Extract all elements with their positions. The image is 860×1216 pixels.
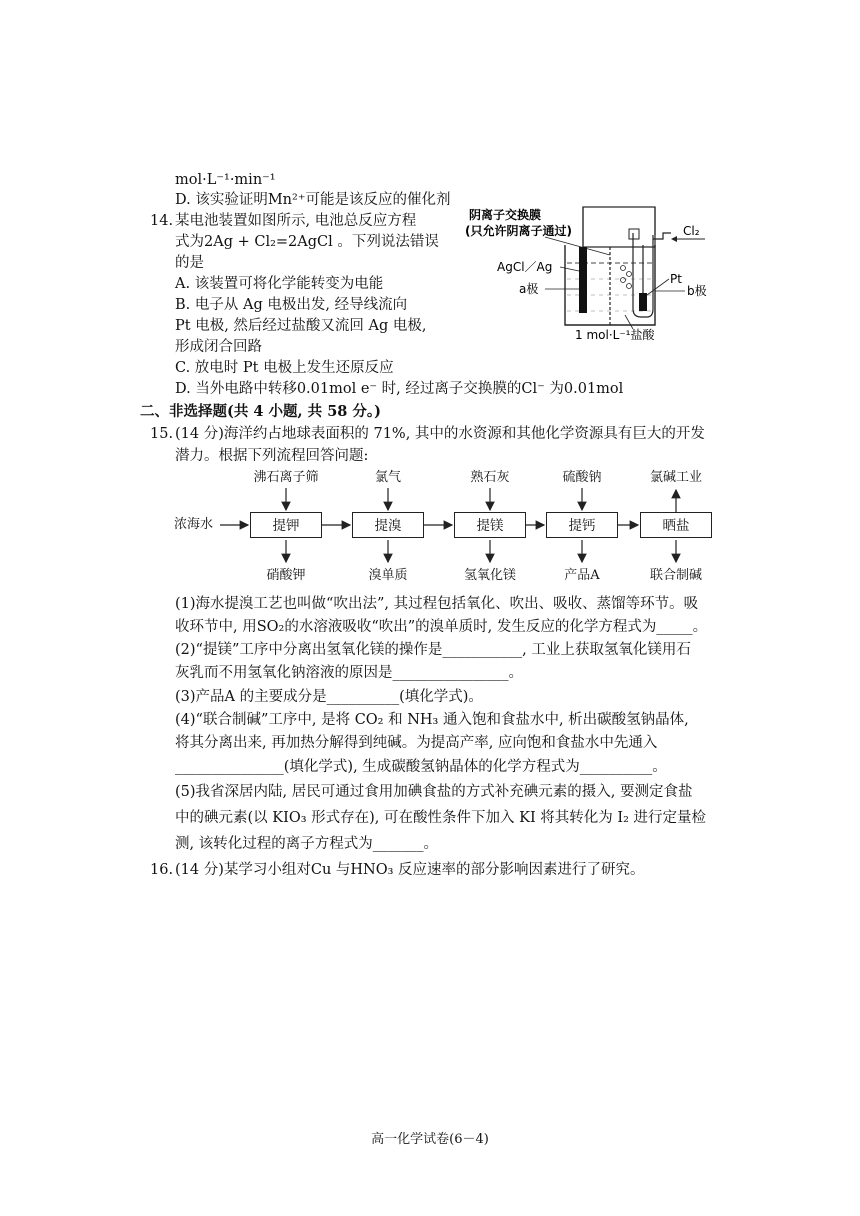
section2-heading: 二、非选择题(共 4 小题, 共 58 分。)	[140, 403, 382, 420]
flow-step-calcium: 提钙	[546, 512, 618, 538]
q15-part5-line3: 测, 该转化过程的离子方程式为_______。	[175, 836, 438, 852]
q14-option-b-line1: B. 电子从 Ag 电极出发, 经导线流向	[175, 297, 408, 313]
q14-number: 14.	[150, 213, 174, 229]
flow-input-label: 浓海水	[174, 517, 214, 532]
flow-bottom-label-kno3: 硝酸钾	[266, 568, 306, 583]
flow-top-label-sodium-sulfate: 硫酸钠	[562, 470, 602, 485]
flow-top-label-zeolite: 沸石离子筛	[253, 470, 319, 485]
flow-step-salt: 晒盐	[640, 512, 712, 538]
q13-option-d: D. 该实验证明Mn²⁺可能是该反应的催化剂	[175, 192, 451, 208]
flow-step-magnesium: 提镁	[454, 512, 526, 538]
flow-top-label-slaked-lime: 熟石灰	[470, 470, 510, 485]
q15-stem-line2: 潜力。根据下列流程回答问题:	[175, 448, 369, 464]
q14-stem-line3: 的是	[175, 255, 204, 271]
q15-part4-line2: 将其分离出来, 再加热分解得到纯碱。为提高产率, 应向饱和食盐水中先通入	[175, 735, 658, 751]
q15-part5-line1: (5)我省深居内陆, 居民可通过食用加碘食盐的方式补充碘元素的摄入, 要测定食盐	[175, 784, 693, 800]
q15-part4-line3: _______________(填化学式), 生成碳酸氢钠晶体的化学方程式为__________。	[175, 759, 667, 775]
flow-bottom-label-soda: 联合制碱	[649, 568, 702, 583]
q16-stem-line1: (14 分)某学习小组对Cu 与HNO₃ 反应速率的部分影响因素进行了研究。	[175, 862, 645, 878]
flow-bottom-label-product-a: 产品A	[564, 568, 600, 583]
q14-option-c: C. 放电时 Pt 电极上发生还原反应	[175, 360, 394, 376]
acid-label: 1 mol·L⁻¹盐酸	[575, 328, 655, 342]
q14-option-b-line3: 形成闭合回路	[175, 339, 262, 355]
flow-step-potassium: 提钾	[250, 512, 322, 538]
pt-label: Pt	[670, 272, 682, 286]
q13-unit-line: mol·L⁻¹·min⁻¹	[175, 172, 276, 188]
membrane-label-line2: (只允许阴离子通过)	[465, 224, 572, 238]
q15-part3-line1: (3)产品A 的主要成分是__________(填化学式)。	[175, 689, 483, 705]
agcl-ag-label: AgCl／Ag	[497, 260, 553, 274]
q15-part2-line2: 灰乳而不用氢氧化钠溶液的原因是________________。	[175, 665, 523, 681]
q15-part1-line2: 收环节中, 用SO₂的水溶液吸收“吹出”的溴单质时, 发生反应的化学方程式为_____。	[175, 619, 708, 635]
page-footer: 高一化学试卷(6－4)	[371, 1132, 489, 1147]
q14-option-a: A. 该装置可将化学能转变为电能	[175, 276, 384, 292]
flow-top-label-chlorine: 氯气	[374, 470, 401, 485]
seawater-flow-chart	[170, 468, 730, 584]
q15-stem-line1: (14 分)海洋约占地球表面积的 71%, 其中的水资源和其他化学资源具有巨大的开发	[175, 426, 705, 442]
battery-diagram	[465, 205, 725, 345]
q15-part2-line1: (2)“提镁”工序中分离出氢氧化镁的操作是___________, 工业上获取氢氧化镁用石	[175, 642, 691, 658]
q15-part1-line1: (1)海水提溴工艺也叫做“吹出法”, 其过程包括氧化、吹出、吸收、蒸馏等环节。吸	[175, 596, 699, 612]
membrane-label-line1: 阴离子交换膜	[469, 208, 542, 222]
q14-stem-line1: 某电池装置如图所示, 电池总反应方程	[175, 213, 417, 229]
a-electrode-label: a极	[519, 282, 539, 296]
q16-number: 16.	[150, 862, 174, 878]
flow-top-label-chlor-alkali: 氯碱工业	[649, 470, 702, 485]
flow-bottom-label-mg-hydroxide: 氢氧化镁	[463, 568, 516, 583]
q14-option-d: D. 当外电路中转移0.01mol e⁻ 时, 经过离子交换膜的Cl⁻ 为0.01mol	[175, 381, 624, 397]
q15-number: 15.	[150, 426, 174, 442]
q15-part4-line1: (4)“联合制碱”工序中, 是将 CO₂ 和 NH₃ 通入饱和食盐水中, 析出碳酸氢钠晶体,	[175, 712, 689, 728]
b-electrode-label: b极	[687, 284, 707, 298]
q14-stem-line2: 式为2Ag + Cl₂=2AgCl 。下列说法错误	[175, 234, 439, 250]
flow-step-bromine: 提溴	[352, 512, 424, 538]
q14-option-b-line2: Pt 电极, 然后经过盐酸又流回 Ag 电极,	[175, 318, 427, 334]
cl2-label: Cl₂	[683, 224, 700, 238]
q15-part5-line2: 中的碘元素(以 KIO₃ 形式存在), 可在酸性条件下加入 KI 将其转化为 I₂ 进行定量检	[175, 810, 707, 826]
flow-bottom-label-bromine: 溴单质	[368, 568, 408, 583]
